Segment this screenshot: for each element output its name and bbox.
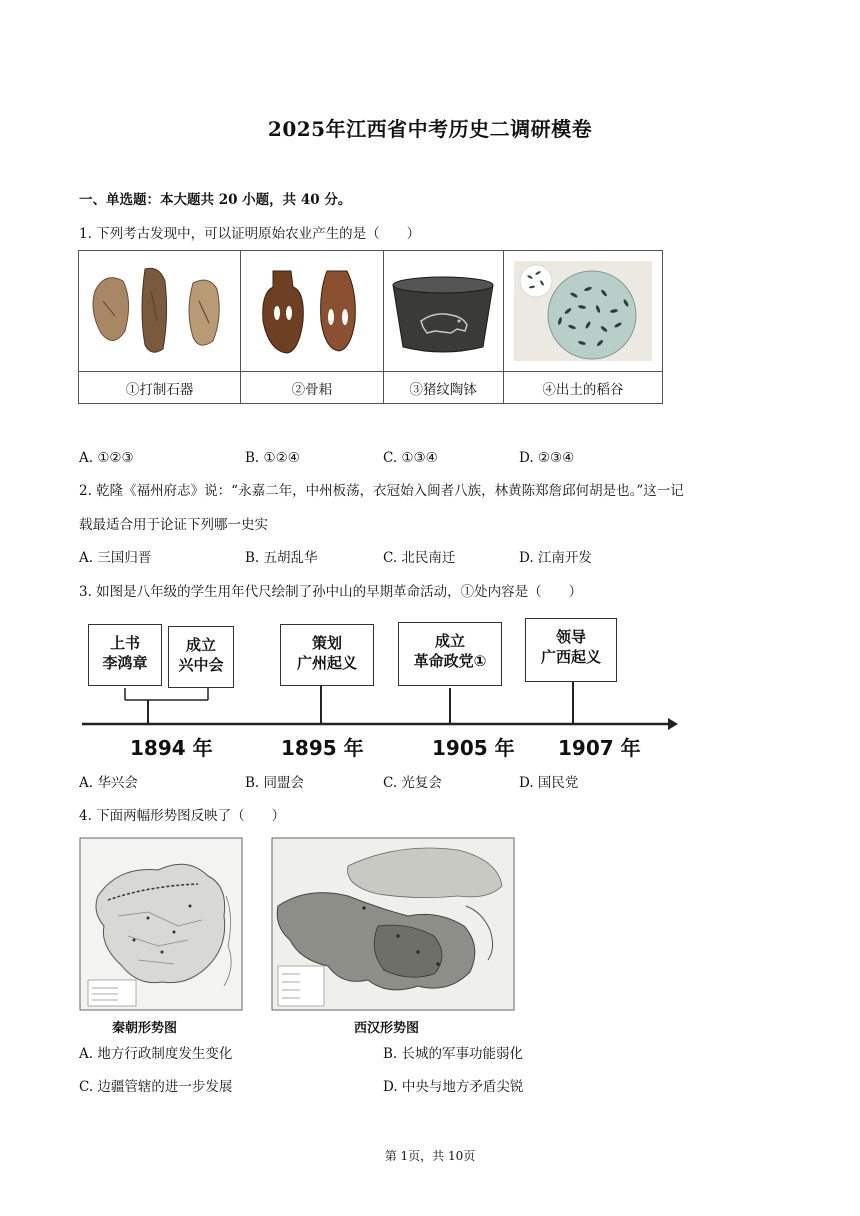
event-line: 成立 xyxy=(185,636,216,654)
caption-bone-spade: ②骨耜 xyxy=(241,372,383,404)
stone-tools-icon xyxy=(85,261,235,361)
q3-option-d[interactable]: D. 国民党 xyxy=(519,775,579,791)
event-line: 兴中会 xyxy=(178,656,224,674)
map-images xyxy=(78,836,518,1016)
event-line: 成立 xyxy=(434,632,465,650)
qin-map-icon xyxy=(80,838,242,1010)
western-han-map-caption: 西汉形势图 xyxy=(354,1021,420,1036)
q2-option-d[interactable]: D. 江南开发 xyxy=(519,550,592,566)
q3-option-b[interactable]: B. 同盟会 xyxy=(245,775,305,791)
event-box-party xyxy=(398,622,502,686)
event-box-guangzhou xyxy=(280,624,374,686)
caption-pig-pottery: ③猪纹陶钵 xyxy=(383,372,503,404)
event-box-xingzhonghui xyxy=(168,626,234,688)
western-han-map-icon xyxy=(272,838,514,1010)
caption-rice-grains: ④出土的稻谷 xyxy=(503,372,662,404)
revolution-timeline xyxy=(78,612,683,762)
event-box-guangxi xyxy=(525,618,617,682)
rice-grain-icon xyxy=(508,259,658,363)
page-title: 2025年江西省中考历史二调研模卷 xyxy=(267,117,593,141)
bone-spade-icon xyxy=(247,261,377,361)
q1-option-d[interactable]: D. ②③④ xyxy=(519,450,575,466)
event-box-shangshu xyxy=(88,624,162,686)
q2-option-c[interactable]: C. 北民南迁 xyxy=(383,550,456,566)
q3-option-a[interactable]: A. 华兴会 xyxy=(79,775,138,791)
section-heading: 一、单选题：本大题共 20 小题，共 40 分。 xyxy=(79,192,352,208)
rice-grains-image xyxy=(503,251,662,372)
q2-option-b[interactable]: B. 五胡乱华 xyxy=(245,550,318,566)
q1-option-a[interactable]: A. ①②③ xyxy=(79,450,134,466)
event-line: 李鸿章 xyxy=(102,654,148,672)
event-line: 广州起义 xyxy=(296,654,357,672)
caption-stone-tools: ①打制石器 xyxy=(79,372,241,404)
maps-figure xyxy=(78,836,518,1036)
bone-spade-image xyxy=(241,251,383,372)
relics-table xyxy=(78,250,663,404)
year-1907: 1907 年 xyxy=(558,736,641,760)
year-1905: 1905 年 xyxy=(432,736,515,760)
question-1-stem: 1. 下列考古发现中，可以证明原始农业产生的是（ ） xyxy=(79,226,421,242)
question-3-stem: 3. 如图是八年级的学生用年代尺绘制了孙中山的早期革命活动，①处内容是（ ） xyxy=(79,584,583,600)
q3-option-c[interactable]: C. 光复会 xyxy=(383,775,442,791)
q4-option-a[interactable]: A. 地方行政制度发生变化 xyxy=(79,1046,233,1062)
event-line: 领导 xyxy=(555,628,586,646)
q4-option-b[interactable]: B. 长城的军事功能弱化 xyxy=(383,1046,524,1062)
event-line: 上书 xyxy=(109,634,140,652)
q4-option-d[interactable]: D. 中央与地方矛盾尖锐 xyxy=(383,1079,524,1095)
page-footer: 第 1页，共 10页 xyxy=(384,1149,476,1163)
event-line: 策划 xyxy=(311,634,342,652)
q1-option-b[interactable]: B. ①②④ xyxy=(245,450,300,466)
pig-pottery-image xyxy=(383,251,503,372)
question-2-stem-line1: 2. 乾隆《福州府志》说：“永嘉二年，中州板荡，衣冠始入闽者八族，林黄陈郑詹邱何胡是也。”这一记 xyxy=(79,483,684,499)
year-1895: 1895 年 xyxy=(281,736,364,760)
pig-bowl-icon xyxy=(387,261,499,361)
event-line: 革命政党① xyxy=(413,652,487,670)
question-4-stem: 4. 下面两幅形势图反映了（ ） xyxy=(79,808,286,824)
event-line: 广西起义 xyxy=(540,648,601,666)
stone-tools-image xyxy=(79,251,241,372)
q1-option-c[interactable]: C. ①③④ xyxy=(383,450,438,466)
q4-option-c[interactable]: C. 边疆管辖的进一步发展 xyxy=(79,1079,233,1095)
qin-map-caption: 秦朝形势图 xyxy=(112,1021,178,1036)
question-2-stem-line2: 载最适合用于论证下列哪一史实 xyxy=(79,517,268,533)
q2-option-a[interactable]: A. 三国归晋 xyxy=(79,550,152,566)
year-1894: 1894 年 xyxy=(130,736,213,760)
